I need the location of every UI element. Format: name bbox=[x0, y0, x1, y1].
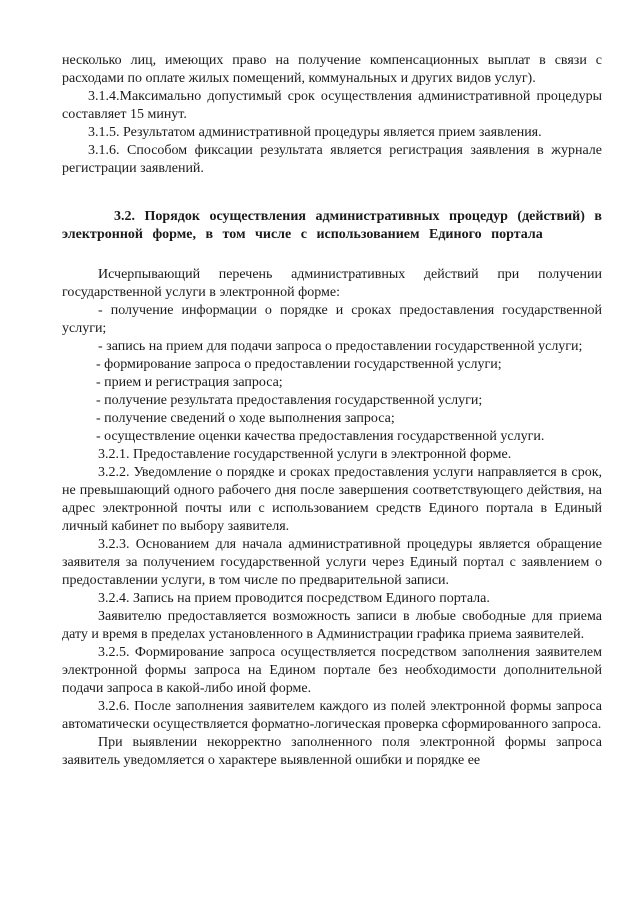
list-item: - осуществление оценки качества предоставления государственной услуги. bbox=[96, 429, 545, 444]
list-item: - формирование запроса о предоставлении государственной услуги; bbox=[96, 357, 502, 372]
paragraph-3-2-3: 3.2.3. Основанием для начала административной процедуры является обращение заявителя за получением государственной услуги через Единый портал с заявлением о предоставлении услуги, в том числе по предварительной записи. bbox=[62, 537, 602, 588]
paragraph-3-2-2: 3.2.2. Уведомление о порядке и сроках предоставления услуги направляется в срок, не превышающий одного рабочего дня после завершения соответствующего действия, на адрес электронной почты или с использованием средств Единого портала в Единый личный кабинет по выбору заявителя. bbox=[62, 465, 602, 534]
paragraph-3-2-6: 3.2.6. После заполнения заявителем каждого из полей электронной формы запроса автоматически осуществляется форматно-логическая проверка сформированного запроса. bbox=[62, 699, 602, 732]
list-item: - получение сведений о ходе выполнения запроса; bbox=[96, 411, 395, 426]
list-item: - получение результата предоставления государственной услуги; bbox=[96, 393, 483, 408]
paragraph-3-1-5: 3.1.5. Результатом административной процедуры является прием заявления. bbox=[88, 125, 542, 140]
paragraph-3-2-4: 3.2.4. Запись на прием проводится посредством Единого портала. bbox=[98, 591, 490, 606]
paragraph-error-notice: При выявлении некорректно заполненного поля электронной формы запроса заявитель уведомляется о характере выявленной ошибки и порядке ее bbox=[62, 735, 602, 768]
paragraph-3-1-6: 3.1.6. Способом фиксации результата является регистрация заявления в журнале регистрации заявлений. bbox=[62, 143, 602, 176]
list-item: - получение информации о порядке и сроках предоставления государственной услуги; bbox=[62, 303, 602, 336]
paragraph-3-2-1: 3.2.1. Предоставление государственной услуги в электронной форме. bbox=[98, 447, 512, 462]
paragraph-continuation: несколько лиц, имеющих право на получение компенсационных выплат в связи с расходами по оплате жилых помещений, коммунальных и других видов услуг). bbox=[62, 53, 602, 86]
section-heading-3-2: 3.2. Порядок осуществления административных процедур (действий) в электронной форме, в том числе с использованием Единого портала bbox=[62, 209, 602, 242]
paragraph-list-intro: Исчерпывающий перечень административных действий при получении государственной услуги в электронной форме: bbox=[62, 267, 602, 300]
paragraph-3-2-5: 3.2.5. Формирование запроса осуществляется посредством заполнения заявителем электронной формы запроса на Едином портале без необходимости дополнительной подачи запроса в какой-либо иной форме. bbox=[62, 645, 602, 696]
paragraph-3-1-4: 3.1.4.Максимально допустимый срок осуществления административной процедуры составляет 15 минут. bbox=[62, 89, 602, 122]
list-item: - прием и регистрация запроса; bbox=[96, 375, 283, 390]
paragraph-booking: Заявителю предоставляется возможность записи в любые свободные для приема дату и время в пределах установленного в Администрации графика приема заявителей. bbox=[62, 609, 602, 642]
list-item: - запись на прием для подачи запроса о предоставлении государственной услуги; bbox=[98, 339, 583, 354]
